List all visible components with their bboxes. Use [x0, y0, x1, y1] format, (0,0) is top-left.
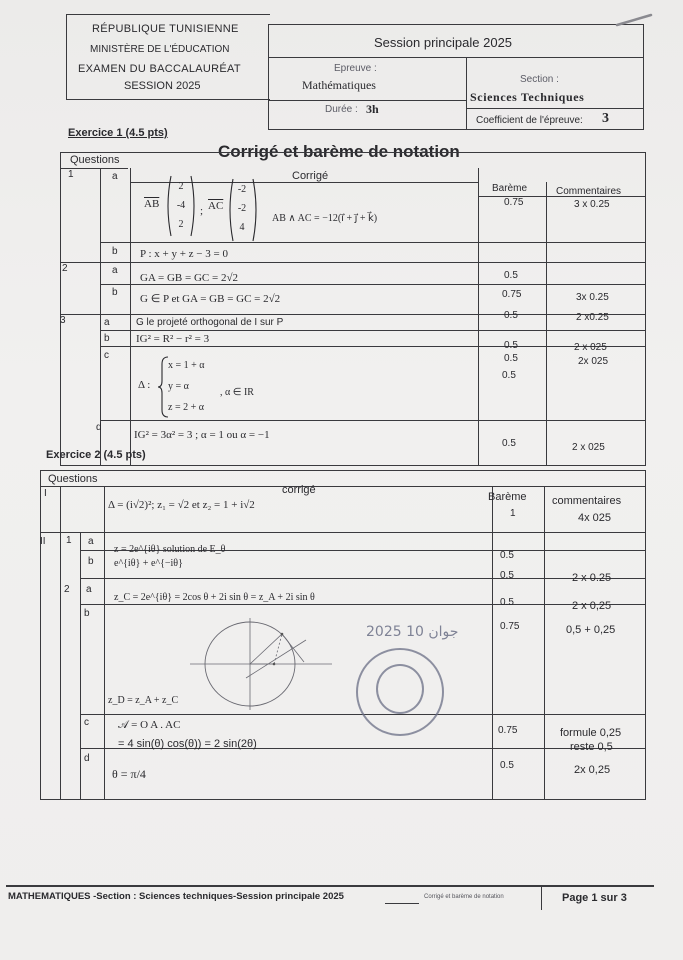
- ex1-head-questions: Questions: [70, 154, 120, 166]
- ex2-q1: 1: [66, 535, 72, 546]
- q3-number: 3: [60, 315, 66, 326]
- ex2-head-bareme: Barème: [488, 491, 527, 503]
- ex1-head-bareme: Barème: [492, 183, 528, 194]
- ex2-q2d-bareme: 0.5: [500, 760, 514, 771]
- ab-x: 2: [178, 181, 184, 192]
- complex-plane-figure: [186, 616, 336, 712]
- ex2-q2c-commentaire-2: reste 0,5: [570, 741, 613, 753]
- stamp-date: 2025 جوان 10: [366, 624, 459, 640]
- coef-label: Coefficient de l'épreuve:: [476, 115, 583, 126]
- ex2-q2c-line2: = 4 sin(θ) cos(θ)) = 2 sin(2θ): [118, 738, 257, 750]
- ac-label: $\overline{AC}$: [208, 200, 224, 212]
- q3c-bareme-2: 0.5: [502, 370, 516, 381]
- q2a-bareme: 0.5: [504, 270, 518, 281]
- ex2-q2a-letter: a: [86, 584, 92, 595]
- ex2-q2c-bareme: 0.75: [498, 725, 518, 736]
- ex2-q1b-commentaire: 2 x 0.25: [572, 572, 612, 584]
- q1b-letter: b: [112, 246, 118, 257]
- q2a-letter: a: [112, 265, 118, 276]
- ex2-q1b-text: e^{iθ} + e^{−iθ}: [114, 558, 183, 569]
- q3c-delta: Δ :: [138, 379, 151, 391]
- ac-vector: [230, 182, 254, 235]
- q1-number: 1: [68, 169, 74, 180]
- q3d-bareme: 0.5: [502, 438, 516, 449]
- ex2-q2a-bareme: 0.5: [500, 597, 514, 608]
- q3b-commentaire: 2 x 025: [574, 342, 607, 353]
- ex2-head-commentaires: commentaires: [552, 495, 622, 507]
- ex2-q2c-letter: c: [84, 717, 89, 728]
- ab-vector: [170, 179, 192, 232]
- q2b-letter: b: [112, 287, 118, 298]
- duree-value: 3h: [366, 102, 379, 116]
- ex2-q2d-commentaire: 2x 0,25: [574, 764, 611, 776]
- ex2-head-questions: Questions: [48, 473, 98, 485]
- ac-x: -2: [237, 184, 247, 195]
- exam-correction-page: RÉPUBLIQUE TUNISIENNE MINISTÈRE DE L'ÉDUCATION EXAMEN DU BACCALAURÉAT SESSION 2025 Session principale 2025 Epreuve : Mathématiques Section : Sciences Techniques Durée : 3h Coefficient de l'épreuve: 3 Corrigé et barème de notation Exercice 1 (4.5 pts) Questions Corrigé Barème Commentaires 1 a $\overline{AB}$ 2 -4 2 ; $\overline{AC}$ -2 -2 4 AB ∧ AC = −12(i⃗ + j⃗ + k⃗) 0.75 3 x 0.25 b P : x + y + z − 3 = 0 2 a GA = GB = GC = 2√2 0.5 b G ∈ P et GA = GB = GC = 2√2 0.75 3x 0.25 3 a G le projeté orthogonal de I sur P 0.5 2 x0.25 b IG² = R² − r² = 3 0.5 2 x 025 c Δ : x = 1 + α y = α z = 2 + α , α ∈ IR 0.5 0.5 2x 025 d IG² = 3α² = 3 ; α = 1 ou α = −1 0.5 2 x 025 Exercice 2 (4.5 pts) Questions corrigé Barème commentaires I Δ = (i√2)²; z₁ = √2 et z₂ = 1 + i√2 1 4x 025 II 1 a z = 2e^{iθ} solution de E_θ 0.5 b e^{iθ} + e^{−iθ} 0.5 2 x 0.25 2 a z_C = 2e^{iθ} = 2cos θ + 2i sin θ = z_A + 2i sin θ 0.5 2 x 0,25 b 0.75 0,5 + 0,25 z_D = z_A + z_C 2025 جوان 10 c 𝒜 = O A . AC = 4 sin(θ) cos(θ)) = 2 sin(2θ) 0.75 formule 0,25 reste 0,5 d θ = π/4 0.5 2x 0,25 MATHEMATIQUES -Section : Sciences techniques-Session principale 2025 Corrigé et barème de notation Page 1 sur 3: [0, 0, 683, 960]
- ex2-q2d-letter: d: [84, 753, 90, 764]
- epreuve-label: Epreuve :: [334, 63, 377, 74]
- q3b-text: IG² = R² − r² = 3: [136, 333, 210, 345]
- epreuve-value: Mathématiques: [302, 78, 376, 92]
- q3c-commentaire: 2x 025: [578, 356, 609, 367]
- page-number: Page 1 sur 3: [562, 892, 627, 904]
- ac-y: -2: [237, 203, 247, 214]
- ex2-q1b-letter: b: [88, 556, 94, 567]
- ex2-q2b-bareme: 0.75: [500, 621, 520, 632]
- q1b-text: P : x + y + z − 3 = 0: [140, 248, 228, 260]
- coef-value: 3: [602, 111, 609, 126]
- ex2-qII: II: [40, 536, 46, 547]
- ex2-q2d-text: θ = π/4: [112, 767, 146, 781]
- q3c-line-x: x = 1 + α: [168, 360, 205, 371]
- exam-label: EXAMEN DU BACCALAURÉAT: [78, 63, 241, 75]
- ab-y: -4: [176, 200, 186, 211]
- ministry-label: MINISTÈRE DE L'ÉDUCATION: [90, 44, 230, 55]
- ex2-q1a-text: z = 2e^{iθ} solution de E_θ: [114, 544, 226, 555]
- section-label: Section :: [520, 74, 559, 85]
- q3d-letter: d: [96, 422, 102, 433]
- ex2-qI: I: [44, 488, 47, 499]
- session-label: Session principale 2025: [374, 35, 513, 50]
- ex2-q2c-commentaire-1: formule 0,25: [560, 727, 622, 739]
- ab-z: 2: [178, 219, 184, 230]
- q3b-letter: b: [104, 333, 110, 344]
- ex1-head-commentaires: Commentaires: [556, 186, 622, 197]
- q2b-commentaire: 3x 0.25: [576, 292, 609, 303]
- ex1-head-corrige: Corrigé: [292, 170, 329, 182]
- section-value: Sciences Techniques: [470, 90, 585, 104]
- ex2-table: [40, 470, 646, 800]
- q2b-bareme: 0.75: [502, 289, 522, 300]
- q2b-text: G ∈ P et GA = GB = GC = 2√2: [140, 293, 281, 305]
- q2-number: 2: [62, 263, 68, 274]
- ex2-q2b-formula: z_D = z_A + z_C: [108, 695, 179, 706]
- ab-label: $\overline{AB}$: [144, 198, 160, 210]
- ac-z: 4: [239, 222, 245, 233]
- ex2-q1a-letter: a: [88, 536, 94, 547]
- q3c-line-z: z = 2 + α: [168, 402, 204, 413]
- footer-left: MATHEMATIQUES -Section : Sciences techniques-Session principale 2025: [8, 891, 344, 902]
- q1a-commentaire: 3 x 0.25: [574, 199, 610, 210]
- pen-mark-icon: [615, 12, 655, 28]
- q3c-bareme: 0.5: [504, 353, 518, 364]
- q3a-bareme: 0.5: [504, 310, 518, 321]
- ex2-q2c-line1: 𝒜 = O A . AC: [118, 719, 181, 731]
- ex2-q2a-commentaire: 2 x 0,25: [572, 600, 612, 612]
- ex2-qI-text: Δ = (i√2)²; z₁ = √2 et z₂ = 1 + i√2: [108, 499, 255, 511]
- ex2-q2b-letter: b: [84, 608, 90, 619]
- ex1-title: Exercice 1 (4.5 pts): [68, 127, 168, 139]
- q1a-letter: a: [112, 171, 118, 182]
- q3a-text: G le projeté orthogonal de I sur P: [136, 317, 284, 328]
- footer-middle: Corrigé et barème de notation: [424, 894, 504, 900]
- ex2-title: Exercice 2 (4.5 pts): [46, 449, 146, 461]
- ex2-q1b-bareme: 0.5: [500, 570, 514, 581]
- q2a-text: GA = GB = GC = 2√2: [140, 272, 238, 284]
- q3c-letter: c: [104, 350, 109, 361]
- session-year-label: SESSION 2025: [124, 80, 201, 92]
- ex2-head-corrige: corrigé: [282, 484, 316, 496]
- ex2-q2: 2: [64, 584, 70, 595]
- cross-product: AB ∧ AC = −12(i⃗ + j⃗ + k⃗): [272, 213, 378, 224]
- duree-label: Durée :: [325, 104, 358, 115]
- ex2-q2b-commentaire: 0,5 + 0,25: [566, 624, 616, 636]
- ex2-q1a-bareme: 0.5: [500, 550, 514, 561]
- q3d-commentaire: 2 x 025: [572, 442, 605, 453]
- ex2-q2a-text: z_C = 2e^{iθ} = 2cos θ + 2i sin θ = z_A + 2i sin θ: [114, 592, 315, 603]
- q3c-param: , α ∈ IR: [220, 387, 254, 398]
- ex2-qI-bareme: 1: [510, 508, 516, 519]
- q3c-line-y: y = α: [168, 381, 189, 392]
- q3a-commentaire: 2 x0.25: [576, 312, 609, 323]
- q3a-letter: a: [104, 317, 110, 328]
- q3d-text: IG² = 3α² = 3 ; α = 1 ou α = −1: [134, 429, 270, 441]
- page-title: Corrigé et barème de notation: [218, 142, 460, 161]
- q3b-bareme: 0.5: [504, 340, 518, 351]
- official-stamp-inner-icon: [376, 664, 424, 714]
- q1a-bareme: 0.75: [504, 197, 524, 208]
- ex2-qI-commentaire: 4x 025: [578, 512, 612, 524]
- republic-label: RÉPUBLIQUE TUNISIENNE: [92, 23, 239, 35]
